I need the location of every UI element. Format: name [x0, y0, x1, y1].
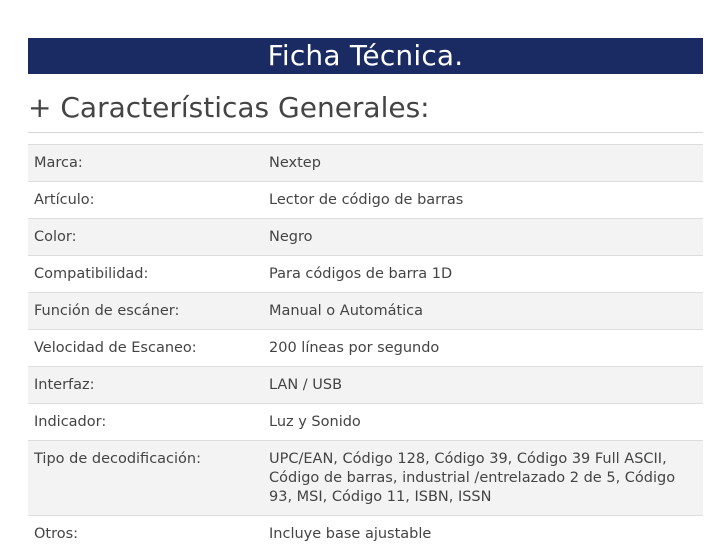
- spec-value: Lector de código de barras: [263, 182, 703, 219]
- table-row: [28, 441, 703, 516]
- spec-label: Función de escáner:: [28, 293, 263, 330]
- table-row: [28, 516, 703, 552]
- spec-value: 200 líneas por segundo: [263, 330, 703, 367]
- spec-label: Tipo de decodificación:: [28, 441, 263, 516]
- table-row: [28, 182, 703, 219]
- table-row: [28, 404, 703, 441]
- spec-value: Negro: [263, 219, 703, 256]
- spec-label: Otros:: [28, 516, 263, 552]
- table-row: [28, 330, 703, 367]
- spec-label: Indicador:: [28, 404, 263, 441]
- spec-value: UPC/EAN, Código 128, Código 39, Código 39 Full ASCII, Código de barras, industrial /entrelazado 2 de 5, Código 93, MSI, Código 11, ISBN, ISSN: [263, 441, 703, 516]
- spec-label: Compatibilidad:: [28, 256, 263, 293]
- table-row: [28, 293, 703, 330]
- spec-value: LAN / USB: [263, 367, 703, 404]
- table-row: [28, 256, 703, 293]
- spec-label: Color:: [28, 219, 263, 256]
- table-row: [28, 367, 703, 404]
- spec-label: Interfaz:: [28, 367, 263, 404]
- spec-value: Para códigos de barra 1D: [263, 256, 703, 293]
- section-title: + Características Generales:: [28, 88, 703, 133]
- table-row: [28, 145, 703, 182]
- spec-value: Luz y Sonido: [263, 404, 703, 441]
- spec-value: Manual o Automática: [263, 293, 703, 330]
- spec-label: Velocidad de Escaneo:: [28, 330, 263, 367]
- spec-label: Artículo:: [28, 182, 263, 219]
- spec-table: [28, 144, 703, 552]
- table-row: [28, 219, 703, 256]
- spec-label: Marca:: [28, 145, 263, 182]
- spec-value: Incluye base ajustable: [263, 516, 703, 552]
- spec-value: Nextep: [263, 145, 703, 182]
- page-banner: Ficha Técnica.: [28, 38, 703, 74]
